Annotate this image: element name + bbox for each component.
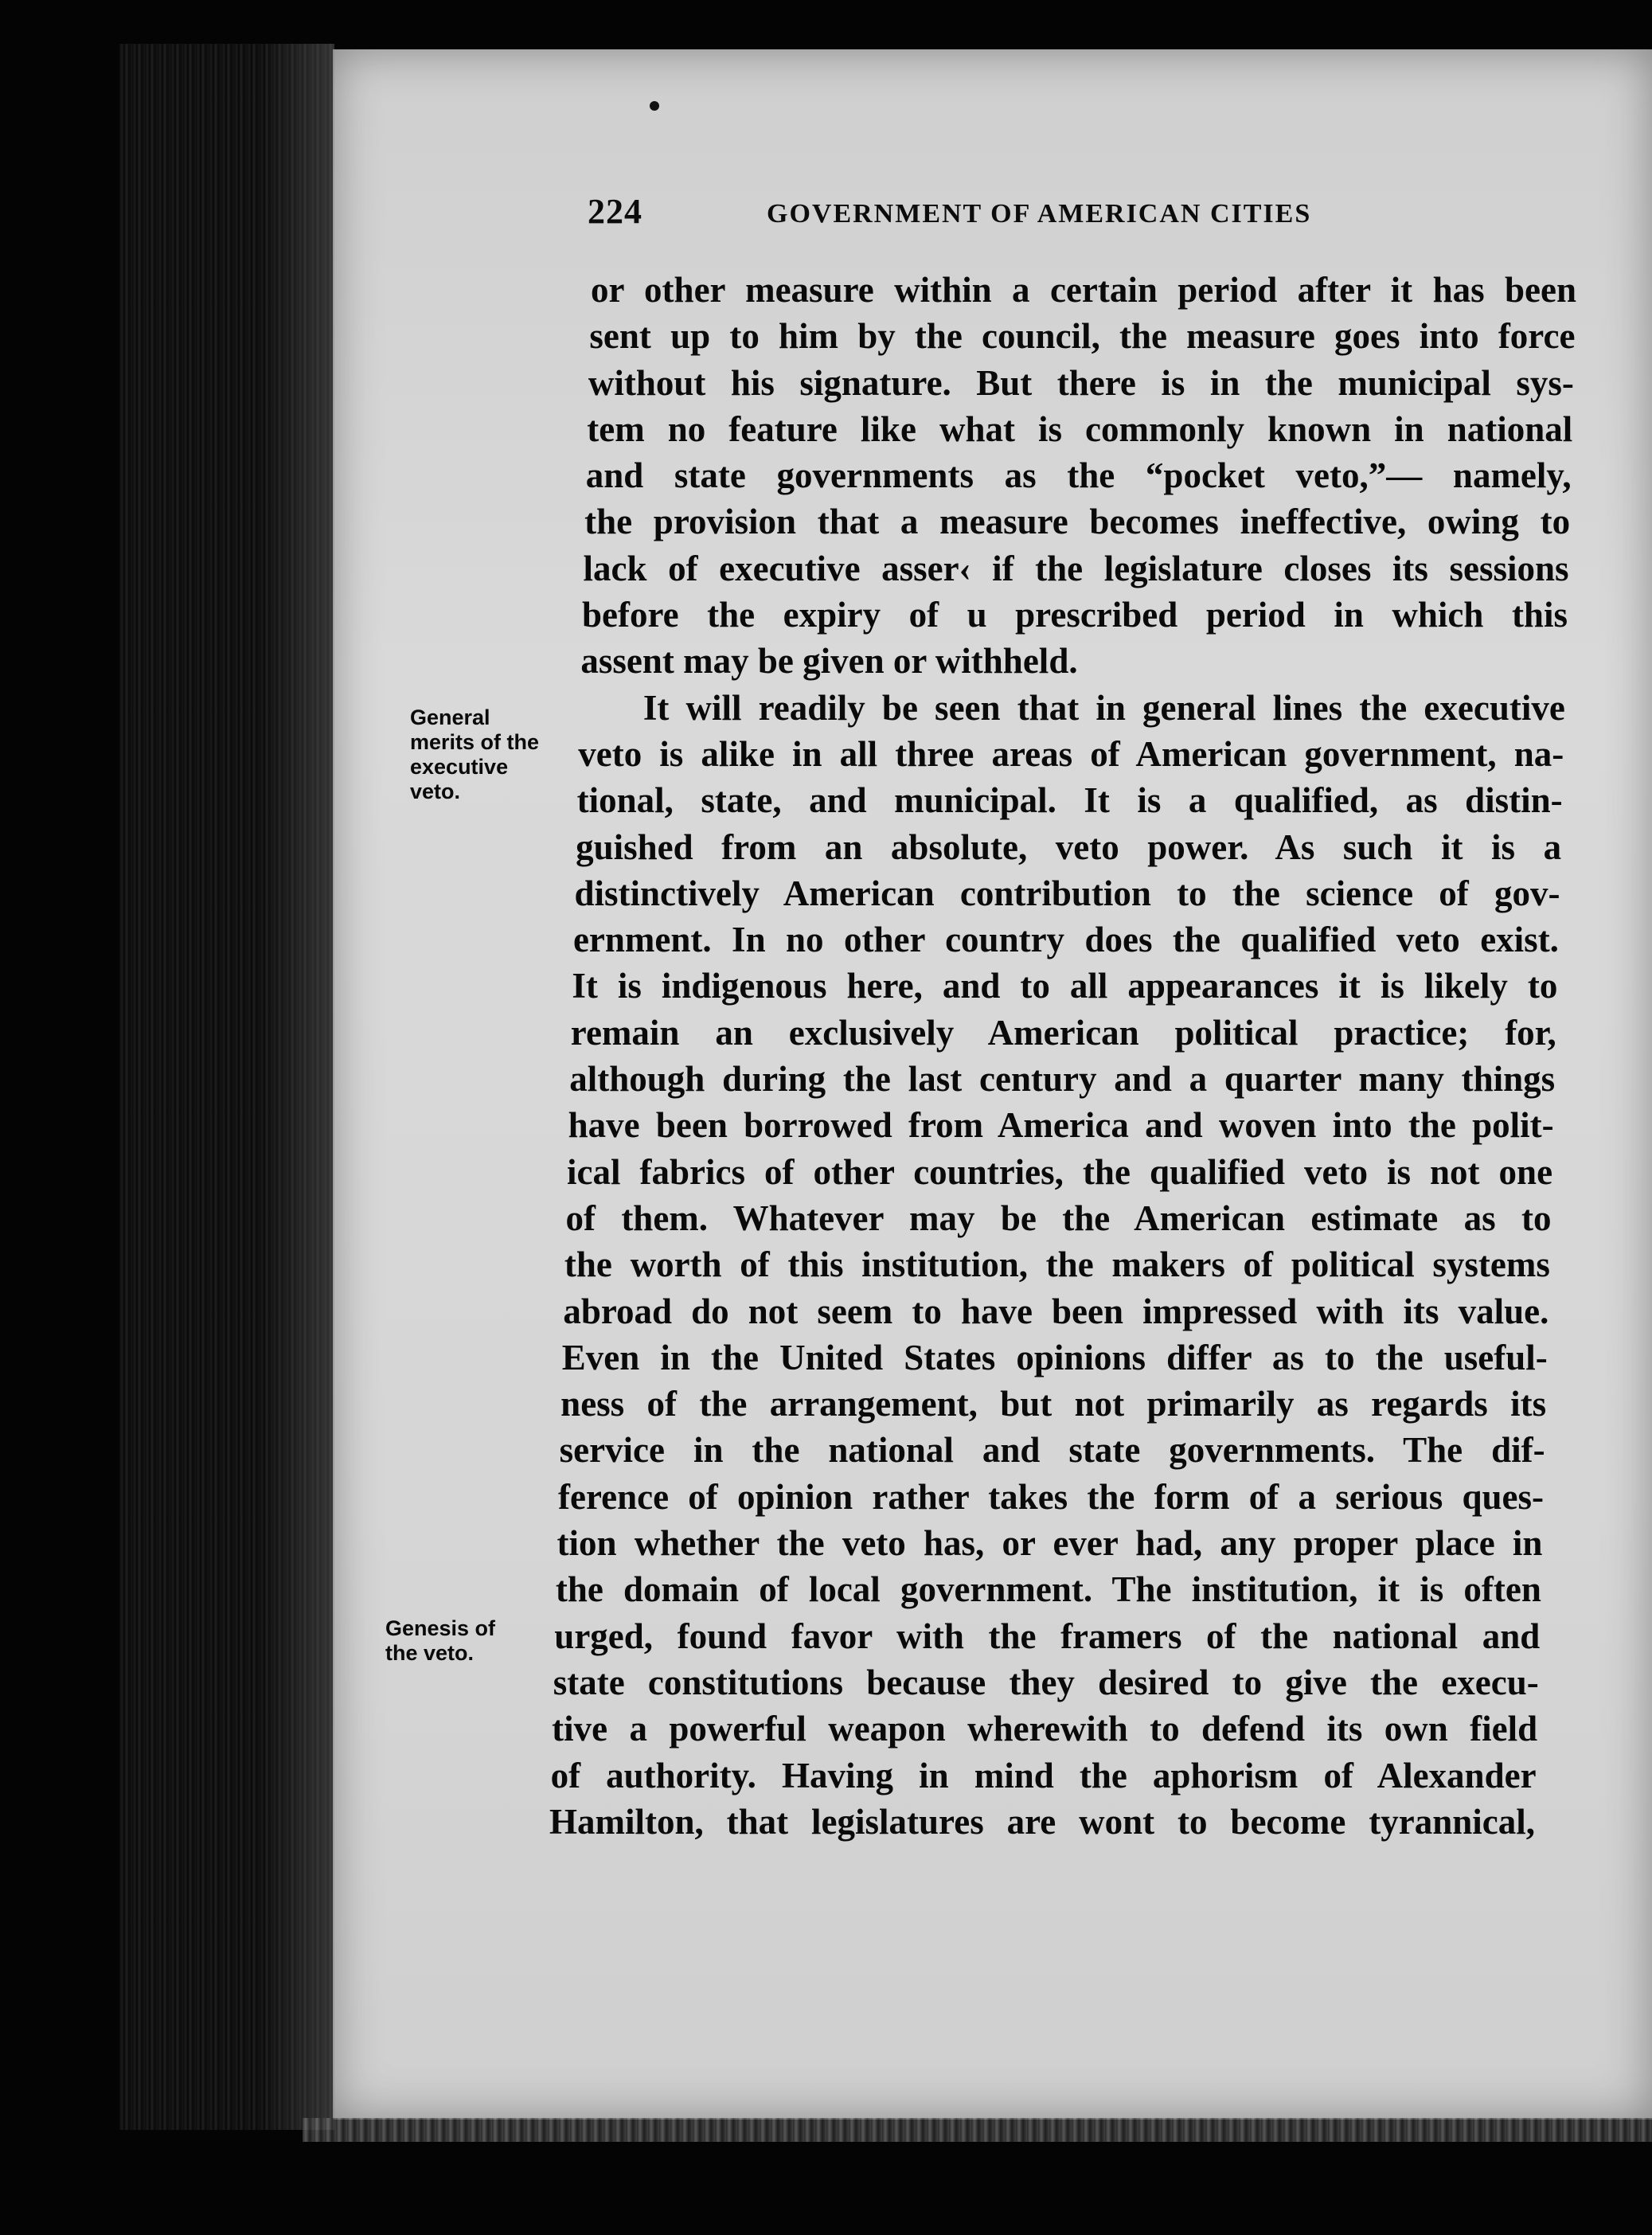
body-line: sent up to him by the council, the measure goes into force <box>589 316 1576 357</box>
body-line: of authority. Having in mind the aphorism of Alexander <box>550 1755 1537 1795</box>
body-line: distinctively American contribution to the science of gov- <box>574 873 1560 913</box>
body-line: and state governments as the “pocket veto,”— namely, <box>585 455 1572 496</box>
body-line: although during the last century and a quarter many things <box>569 1059 1556 1100</box>
body-line: state constitutions because they desired to give the execu- <box>553 1662 1539 1702</box>
body-line: guished from an absolute, veto power. As such it is a <box>576 826 1562 867</box>
body-line: ernment. In no other country does the qualified veto exist. <box>572 920 1559 960</box>
body-line: tive a powerful weapon wherewith to defend its own field <box>552 1709 1538 1749</box>
ink-dot <box>650 101 659 111</box>
body-line: urged, found favor with the framers of the national and <box>554 1616 1541 1656</box>
body-line: service in the national and state governments. The dif- <box>559 1430 1545 1471</box>
body-line: tem no feature like what is commonly known in national <box>587 408 1573 449</box>
body-line: ical fabrics of other countries, the qualified veto is not one <box>567 1151 1553 1192</box>
body-line: abroad do not seem to have been impressed with its value. <box>563 1291 1549 1331</box>
margin-note-line: executive <box>410 755 509 779</box>
body-line: It is indigenous here, and to all appearances it is likely to <box>572 966 1558 1006</box>
running-title: GOVERNMENT OF AMERICAN CITIES <box>767 199 1312 229</box>
body-line: before the expiry of u prescribed period in which this <box>581 595 1568 635</box>
body-line: tional, state, and municipal. It is a qualified, as distin- <box>576 780 1563 821</box>
body-line: the domain of local government. The institution, it is often <box>555 1569 1541 1610</box>
body-line: ference of opinion rather takes the form of a serious ques- <box>558 1476 1545 1517</box>
page-bottom-edge <box>303 2118 1652 2142</box>
body-line: assent may be given or withheld. <box>580 641 1078 682</box>
body-line: have been borrowed from America and woven into the polit- <box>568 1105 1554 1146</box>
gutter-shadow <box>263 44 334 2130</box>
margin-note-line: merits of the <box>410 730 540 754</box>
body-text <box>549 267 1584 1845</box>
margin-note-line: General <box>410 705 490 729</box>
body-line: the worth of this institution, the makers of political systems <box>564 1244 1550 1285</box>
body-line: tion whether the veto has, or ever had, any proper place in <box>557 1523 1543 1564</box>
body-line: Even in the United States opinions differ as to the useful- <box>561 1337 1548 1377</box>
page-header <box>588 191 1416 247</box>
margin-note-line: veto. <box>410 780 461 803</box>
body-line: the provision that a measure becomes ineffective, owing to <box>584 502 1571 542</box>
body-line: It will readily be seen that in general lines the executive <box>642 687 1565 728</box>
margin-note-line: Genesis of <box>385 1616 496 1640</box>
body-line: remain an exclusively American political practice; for, <box>570 1012 1556 1053</box>
margin-note-general-merits <box>410 705 569 804</box>
body-line: of them. Whatever may be the American estimate as to <box>565 1198 1552 1238</box>
page-number: 224 <box>588 192 642 231</box>
body-line: without his signature. But there is in the municipal sys- <box>588 362 1574 403</box>
body-line: lack of executive asser‹ if the legislature closes its sessions <box>583 548 1569 588</box>
margin-note-genesis <box>385 1616 545 1666</box>
margin-note-line: the veto. <box>385 1641 475 1665</box>
body-line: veto is alike in all three areas of American government, na- <box>578 733 1564 774</box>
body-line: Hamilton, that legislatures are wont to become tyrannical, <box>549 1801 1535 1842</box>
body-line: or other measure within a certain period after it has been <box>591 270 1576 310</box>
body-line: ness of the arrangement, but not primarily as regards its <box>560 1384 1547 1424</box>
